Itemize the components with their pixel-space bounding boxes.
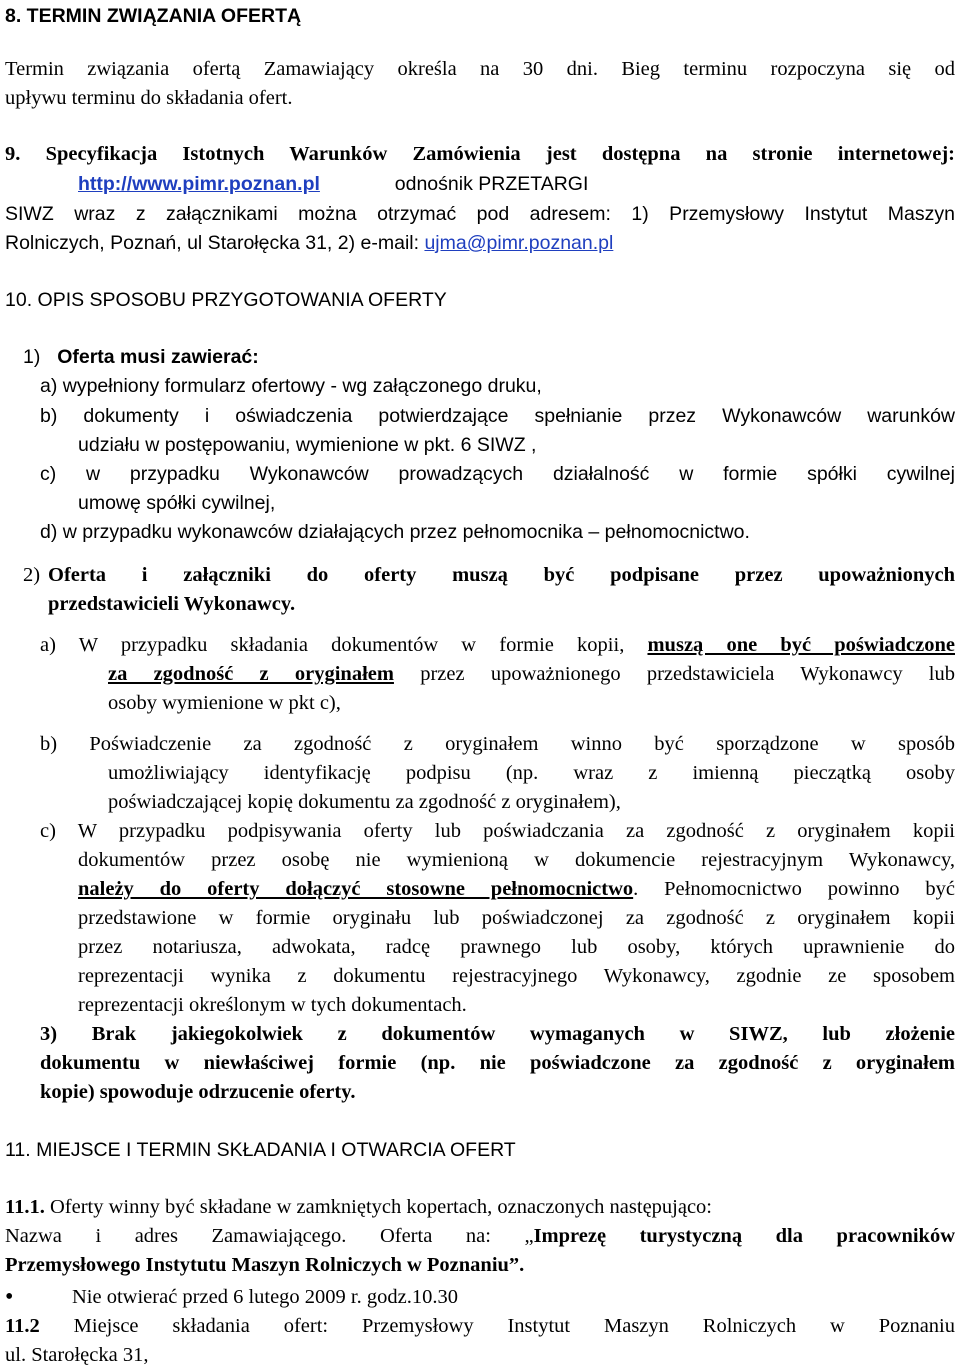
address-text: Rolniczych, Poznań, ul Starołęcka 31, 2) e-mail: xyxy=(5,232,420,254)
link-suffix: odnośnik PRZETARGI xyxy=(394,173,589,195)
section-9-title: 9. Specyfikacja Istotnych Warunków Zamówienia jest dostępna na stronie internetowej: xyxy=(5,143,955,165)
certified-emphasis: muszą one być poświadczone xyxy=(647,634,955,656)
section-9-link-line xyxy=(78,170,955,199)
item-number: 1) xyxy=(23,346,41,368)
list-item-a: a) wypełniony formularz ofertowy - wg załączonego druku, xyxy=(40,375,542,397)
power-of-attorney-text: . Pełnomocnictwo powinno być xyxy=(633,878,955,900)
list-item-b-line-2: udziału w postępowaniu, wymienione w pkt. 6 SIWZ , xyxy=(78,434,537,456)
power-of-attorney-emphasis: należy do oferty dołączyć stosowne pełnomocnictwo xyxy=(78,878,634,900)
offer-label: Nazwa i adres Zamawiającego. Oferta na: „ xyxy=(5,1225,534,1247)
copies-item-c-line-5: przez notariusza, adwokata, radcę prawnego lub osoby, których uprawnienie do xyxy=(78,936,955,958)
signature-requirement-text: Oferta i załączniki do oferty muszą być podpisane przez upoważnionych xyxy=(48,564,955,586)
item-heading: Oferta musi zawierać: xyxy=(57,346,259,368)
copies-item-a-line-2 xyxy=(108,660,955,689)
copies-item-c-line-3 xyxy=(78,875,955,904)
copies-item-a-line-1 xyxy=(40,631,955,660)
envelope-instructions: Oferty winny być składane w zamkniętych kopertach, oznaczonych następująco: xyxy=(50,1196,713,1218)
signature-requirement-line-2: przedstawicieli Wykonawcy. xyxy=(48,593,296,615)
copies-item-b-line-2: umożliwiający identyfikację podpisu (np. wraz z imienną pieczątką osoby xyxy=(108,762,955,784)
item-number: 2) xyxy=(23,564,41,586)
section-9-line-2 xyxy=(5,229,955,258)
copies-item-c-line-7: reprezentacji określonym w tych dokumentach. xyxy=(78,994,467,1016)
section-10-title: 10. OPIS SPOSOBU PRZYGOTOWANIA OFERTY xyxy=(5,289,447,311)
offer-title-part-2: Przemysłowego Instytutu Maszyn Rolniczych w Poznaniu”. xyxy=(5,1254,525,1276)
section-11-1-line-2 xyxy=(5,1222,955,1251)
rejection-line-3: kopie) spowoduje odrzucenie oferty. xyxy=(40,1081,356,1103)
certified-emphasis-2: za zgodność z oryginałem xyxy=(108,663,394,685)
copies-item-c-line-2: dokumentów przez osobę nie wymienioną w dokumencie rejestracyjnym Wykonawcy, xyxy=(78,849,955,871)
copies-item-b-line-1: b) Poświadczenie za zgodność z oryginałem winno być sporządzone w sposób xyxy=(40,733,955,755)
copies-text-2: przez upoważnionego przedstawiciela Wykonawcy lub xyxy=(420,663,955,685)
pimr-website-link[interactable]: http://www.pimr.poznan.pl xyxy=(78,173,320,195)
section-8-line-2: upływu terminu do składania ofert. xyxy=(5,87,293,109)
list-item-d: d) w przypadku wykonawców działających przez pełnomocnika – pełnomocnictwo. xyxy=(40,521,750,543)
do-not-open-text: Nie otwierać przed 6 lutego 2009 r. godz.10.30 xyxy=(72,1286,458,1308)
bullet-icon: • xyxy=(5,1284,14,1310)
copies-item-a-line-3: osoby wymienione w pkt c), xyxy=(108,692,341,714)
list-item-b-line-1: b) dokumenty i oświadczenia potwierdzające spełnianie przez Wykonawców warunków xyxy=(40,405,955,427)
offer-contents-heading xyxy=(23,343,960,372)
copies-item-c-line-1: c) W przypadku podpisywania oferty lub poświadczania za zgodność z oryginałem kopii xyxy=(40,820,955,842)
item-number: 11.1. xyxy=(5,1196,45,1218)
section-11-2-line-1 xyxy=(5,1312,955,1341)
list-item-c-line-2: umowę spółki cywilnej, xyxy=(78,492,276,514)
section-8-line-1: Termin związania ofertą Zamawiający określa na 30 dni. Bieg terminu rozpoczyna się od xyxy=(5,58,955,80)
copies-text: a) W przypadku składania dokumentów w formie kopii, xyxy=(40,634,625,656)
rejection-line-1: 3) Brak jakiegokolwiek z dokumentów wymaganych w SIWZ, lub złożenie xyxy=(40,1023,955,1045)
copies-item-c-line-4: przedstawione w formie oryginału lub poświadczonej za zgodność z oryginałem kopii xyxy=(78,907,955,929)
section-11-1-line-1 xyxy=(5,1193,955,1222)
section-9-line-1: SIWZ wraz z załącznikami można otrzymać pod adresem: 1) Przemysłowy Instytut Maszyn xyxy=(5,203,955,225)
section-8-title: 8. TERMIN ZWIĄZANIA OFERTĄ xyxy=(5,5,302,27)
section-11-2-line-2: ul. Starołęcka 31, xyxy=(5,1344,149,1366)
list-item-c-line-1: c) w przypadku Wykonawców prowadzących działalność w formie spółki cywilnej xyxy=(40,463,955,485)
submission-place: Miejsce składania ofert: Przemysłowy Instytut Maszyn Rolniczych w Poznaniu xyxy=(73,1315,956,1337)
offer-title-part-1: Imprezę turystyczną dla pracowników xyxy=(533,1225,955,1247)
rejection-line-2: dokumentu w niewłaściwej formie (np. nie poświadczone za zgodność z oryginałem xyxy=(40,1052,955,1074)
email-link[interactable]: ujma@pimr.poznan.pl xyxy=(424,232,614,254)
section-11-title: 11. MIEJSCE I TERMIN SKŁADANIA I OTWARCIA OFERT xyxy=(5,1139,516,1161)
copies-item-c-line-6: reprezentacji wynika z dokumentu rejestracyjnego Wykonawcy, zgodnie ze sposobem xyxy=(78,965,955,987)
item-number: 11.2 xyxy=(5,1315,40,1337)
copies-item-b-line-3: poświadczającej kopię dokumentu za zgodność z oryginałem), xyxy=(108,791,621,813)
